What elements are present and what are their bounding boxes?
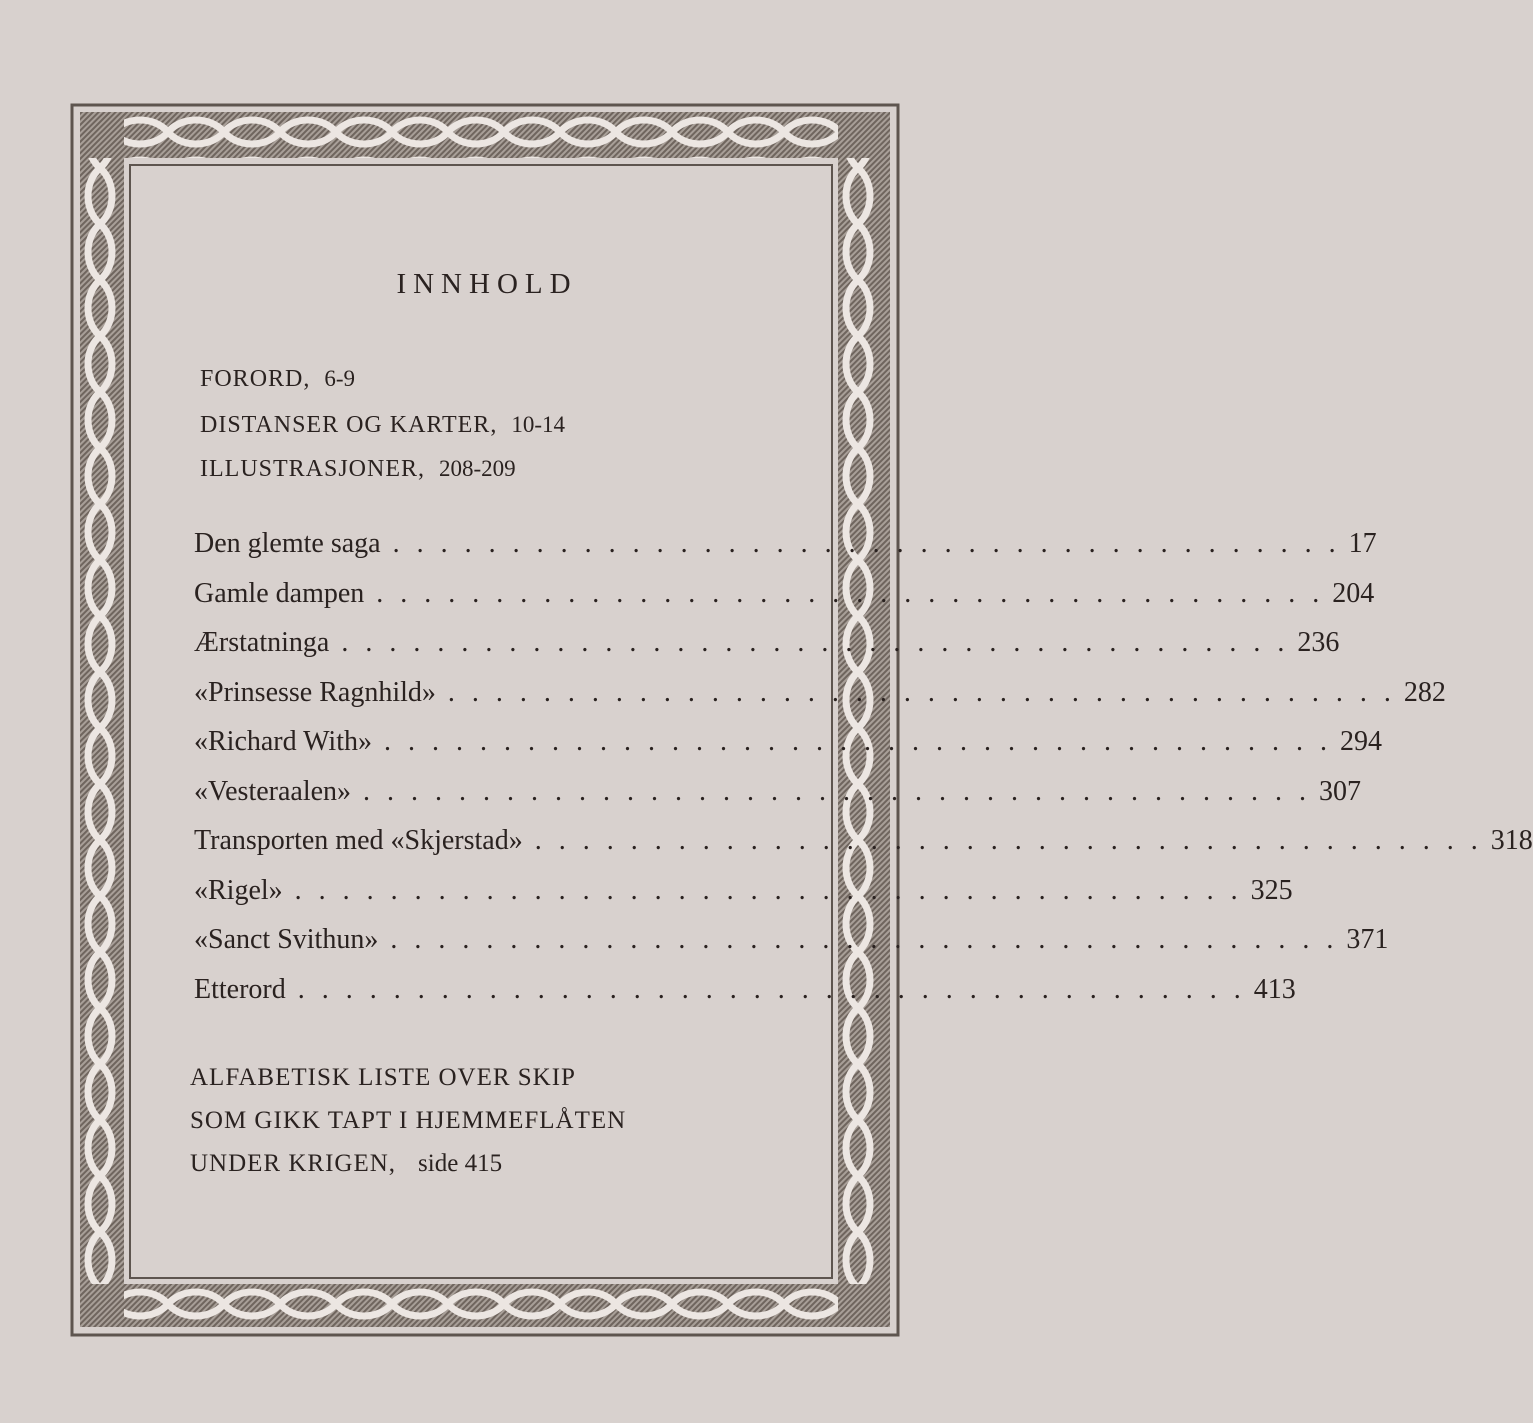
back-matter-line bbox=[190, 1150, 502, 1178]
page-title: INNHOLD bbox=[396, 268, 578, 300]
toc-entry-title: Transporten med «Skjerstad» bbox=[194, 825, 523, 856]
toc-entry-title: Gamle dampen bbox=[194, 577, 365, 609]
toc-entry-title: Den glemte saga bbox=[194, 528, 381, 559]
dot-leader: . . . . . . . . . . . . . . . . . . . . . . . . . . . . . . . . . . . . . . . . bbox=[363, 775, 1312, 807]
toc-entry bbox=[194, 874, 1293, 907]
front-matter-pages: 10-14 bbox=[511, 412, 565, 437]
toc-entry bbox=[194, 627, 1340, 659]
dot-leader: . . . . . . . . . . . . . . . . . . . . . . . . . . . . . . . . . . . . . . . . bbox=[447, 676, 1396, 708]
dot-leader: . . . . . . . . . . . . . . . . . . . . . . . . . . . . . . . . . . . . . . . . bbox=[390, 924, 1339, 955]
dot-leader: . . . . . . . . . . . . . . . . . . . . . . . . . . . . . . . . . . . . . . . . bbox=[384, 726, 1332, 757]
toc-entry-page: 307 bbox=[1319, 775, 1362, 807]
toc-entry-title: Ærstatninga bbox=[194, 627, 330, 658]
front-matter-label: FORORD, bbox=[200, 366, 311, 392]
toc-entry-title: «Richard With» bbox=[194, 726, 372, 757]
dot-leader: . . . . . . . . . . . . . . . . . . . . . . . . . . . . . . . . . . . . . . . . bbox=[341, 627, 1290, 658]
toc-entry-page: 236 bbox=[1297, 627, 1340, 658]
back-matter-line: SOM GIKK TAPT I HJEMMEFLÅTEN bbox=[190, 1107, 627, 1134]
toc-entry-page: 371 bbox=[1346, 924, 1389, 955]
dot-leader: . . . . . . . . . . . . . . . . . . . . . . . . . . . . . . . . . . . . . . . . bbox=[392, 528, 1341, 559]
toc-entry bbox=[194, 528, 1377, 560]
front-matter-label: ILLUSTRASJONER, bbox=[200, 456, 426, 482]
toc-entry-title: «Sanct Svithun» bbox=[194, 924, 379, 955]
toc-entry bbox=[194, 775, 1362, 808]
toc-entry-title: «Vesteraalen» bbox=[194, 775, 352, 807]
dot-leader: . . . . . . . . . . . . . . . . . . . . . . . . . . . . . . . . . . . . . . . . bbox=[534, 825, 1483, 856]
toc-entry-title: «Prinsesse Ragnhild» bbox=[194, 676, 436, 708]
toc-entry bbox=[194, 676, 1446, 709]
dot-leader: . . . . . . . . . . . . . . . . . . . . . . . . . . . . . . . . . . . . . . . . bbox=[297, 973, 1246, 1005]
front-matter-label: DISTANSER OG KARTER, bbox=[200, 412, 498, 438]
front-matter-item bbox=[200, 456, 516, 483]
back-matter-label: UNDER KRIGEN, bbox=[190, 1150, 397, 1177]
back-matter-pages: side 415 bbox=[418, 1150, 503, 1177]
toc-entry-title: «Rigel» bbox=[194, 874, 283, 906]
front-matter-pages: 208-209 bbox=[439, 456, 516, 481]
toc-entry-title: Etterord bbox=[194, 973, 286, 1005]
front-matter-item bbox=[200, 412, 565, 439]
toc-entry bbox=[194, 726, 1382, 758]
toc-entry-page: 17 bbox=[1348, 528, 1377, 559]
toc-entry-page: 318 bbox=[1490, 825, 1533, 856]
toc-entry-page: 325 bbox=[1250, 874, 1293, 906]
front-matter-item bbox=[200, 366, 355, 393]
toc-entry-page: 282 bbox=[1403, 676, 1446, 708]
toc-entry-page: 413 bbox=[1253, 973, 1296, 1005]
toc-entry bbox=[194, 973, 1296, 1006]
dot-leader: . . . . . . . . . . . . . . . . . . . . . . . . . . . . . . . . . . . . . . . . bbox=[376, 577, 1325, 609]
toc-entry bbox=[194, 825, 1533, 857]
dot-leader: . . . . . . . . . . . . . . . . . . . . . . . . . . . . . . . . . . . . . . . . bbox=[294, 874, 1243, 906]
toc-entry bbox=[194, 924, 1389, 956]
toc-entry bbox=[194, 577, 1375, 610]
front-matter-pages: 6-9 bbox=[324, 366, 356, 391]
back-matter-line: ALFABETISK LISTE OVER SKIP bbox=[190, 1064, 576, 1091]
toc-entry-page: 294 bbox=[1340, 726, 1382, 757]
toc-entry-page: 204 bbox=[1332, 577, 1375, 609]
